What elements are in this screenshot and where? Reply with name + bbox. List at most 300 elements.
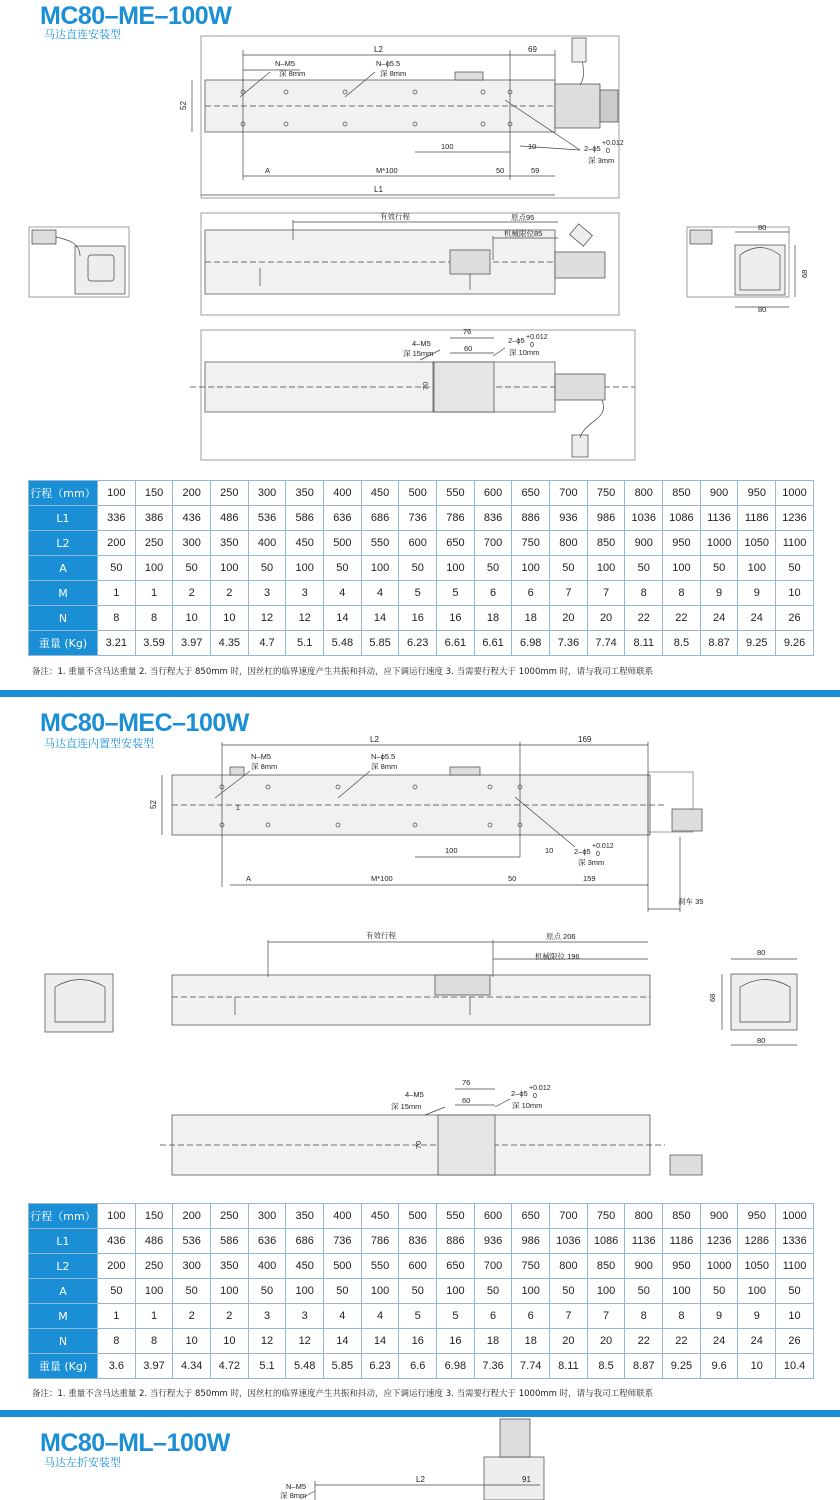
table-cell: 8 [135,1329,173,1354]
table-cell: 550 [361,531,399,556]
table-cell: 8.5 [663,631,701,656]
dim-origin: 原点 206 [546,932,576,941]
table-cell: 300 [248,1204,286,1229]
dim-deep3: 深 3mm [578,858,605,867]
table-cell: 6.23 [361,1354,399,1379]
dim-deep8b: 深 8mm [380,69,407,78]
dim-deep8a: 深 8mm [251,762,278,771]
table-cell: 20 [550,1329,588,1354]
table-cell: 636 [324,506,362,531]
table-cell: 100 [211,556,249,581]
table-cell: 4.72 [211,1354,249,1379]
dim-deep10: 深 10mm [512,1101,543,1110]
table-cell: 5.85 [324,1354,362,1379]
table-cell: 50 [98,556,136,581]
table-cell: 786 [437,506,475,531]
table-cell: 7.74 [512,1354,550,1379]
table-cell: 450 [361,481,399,506]
table-cell: 8 [98,606,136,631]
table-row [29,1204,814,1229]
table-cell: 16 [399,606,437,631]
dim-l2: L2 [374,45,383,54]
table-cell: 8.87 [625,1354,663,1379]
table-cell: 100 [663,556,701,581]
table-cell: 6.61 [474,631,512,656]
table-cell: 24 [738,606,776,631]
dim-50: 50 [496,166,505,175]
table-cell: 50 [399,1279,437,1304]
table-cell: 250 [135,1254,173,1279]
table-cell: 8 [663,1304,701,1329]
dim-100: 100 [445,846,458,855]
table-cell: 22 [625,1329,663,1354]
table-cell: 8.5 [587,1354,625,1379]
table-cell: 900 [700,481,738,506]
table-cell: 800 [625,1204,663,1229]
row-header: 重量 (Kg) [29,631,98,656]
dim-80b: 80 [757,1036,766,1045]
table-cell: 900 [700,1204,738,1229]
table-cell: 436 [98,1229,136,1254]
table-cell: 7.36 [550,631,588,656]
table-cell: 100 [587,1279,625,1304]
table-cell: 3 [286,1304,324,1329]
dim-deep15: 深 15mm [391,1102,422,1111]
section-subtitle: 马达直连内置型安装型 [44,737,154,750]
dim-70: 70 [421,381,430,390]
table-cell: 6.23 [399,631,437,656]
table-cell: 5.85 [361,631,399,656]
table-cell: 886 [437,1229,475,1254]
table-cell: 650 [512,481,550,506]
table-cell: 350 [286,1204,324,1229]
table-cell: 450 [286,1254,324,1279]
table-cell: 50 [550,556,588,581]
dim-91: 91 [522,1475,531,1484]
table-cell: 336 [98,506,136,531]
table-cell: 950 [738,1204,776,1229]
dim-nphi: N–ϕ5.5 [376,59,401,68]
table-cell: 900 [625,1254,663,1279]
table-cell: 10 [173,606,211,631]
table-cell: 20 [550,606,588,631]
table-cell: 800 [625,481,663,506]
table-cell: 736 [324,1229,362,1254]
row-header: M [29,1304,98,1329]
section-mec [0,697,840,1407]
table-cell: 586 [211,1229,249,1254]
table-cell: 50 [173,1279,211,1304]
table-cell: 3 [248,1304,286,1329]
table-cell: 736 [399,506,437,531]
dim-52: 52 [149,800,158,809]
table-cell: 18 [474,606,512,631]
table-cell: 9 [700,1304,738,1329]
table-cell: 550 [437,481,475,506]
table-cell: 8 [663,581,701,606]
table-cell: 8 [98,1329,136,1354]
section-divider [0,1410,840,1417]
table-cell: 6 [474,581,512,606]
table-cell: 1186 [738,506,776,531]
table-cell: 7.36 [474,1354,512,1379]
spec-table [28,480,814,656]
table-cell: 550 [437,1204,475,1229]
table-cell: 8 [135,606,173,631]
dim-80b: 80 [758,305,767,314]
section-title: MC80–MEC–100W [40,709,249,737]
table-row [29,556,814,581]
table-cell: 1100 [776,1254,814,1279]
table-cell: 100 [587,556,625,581]
table-cell: 14 [361,606,399,631]
dim-tol-bot2: 0 [533,1093,537,1100]
table-cell: 850 [587,531,625,556]
table-cell: 1236 [776,506,814,531]
table-cell: 5.1 [248,1354,286,1379]
table-cell: 10 [211,606,249,631]
table-cell: 5 [437,581,475,606]
table-cell: 12 [248,606,286,631]
table-cell: 700 [474,1254,512,1279]
table-cell: 10 [211,1329,249,1354]
dim-68: 68 [800,269,809,278]
table-cell: 950 [663,531,701,556]
table-cell: 10 [173,1329,211,1354]
table-cell: 1136 [625,1229,663,1254]
table-row [29,581,814,606]
table-cell: 936 [550,506,588,531]
row-header: L1 [29,1229,98,1254]
dim-70: 70 [414,1140,423,1149]
dim-deep15: 深 15mm [403,349,434,358]
section-divider [0,690,840,697]
table-cell: 100 [286,556,324,581]
table-cell: 8 [625,1304,663,1329]
me-drawing [0,0,840,465]
dim-nphi: N–ϕ5.5 [371,752,396,761]
table-cell: 600 [474,1204,512,1229]
table-cell: 3.6 [98,1354,136,1379]
table-cell: 50 [474,1279,512,1304]
table-cell: 20 [587,606,625,631]
table-row [29,481,814,506]
table-cell: 18 [512,1329,550,1354]
section-title: MC80–ML–100W [40,1429,230,1457]
section-title: MC80–ME–100W [40,2,232,30]
dim-hole2: 2–ϕ5 [511,1089,528,1098]
table-cell: 450 [361,1204,399,1229]
table-cell: 686 [286,1229,324,1254]
dim-deep8: 深 8mm [280,1491,307,1500]
dim-tol-bot: 0 [596,851,600,858]
table-cell: 1050 [738,1254,776,1279]
dim-hole: 2–ϕ5 [574,847,591,856]
dim-m100: M*100 [376,166,398,175]
table-cell: 536 [248,506,286,531]
row-header: 行程（mm） [29,481,98,506]
dim-origin: 原点95 [511,213,535,222]
table-cell: 50 [98,1279,136,1304]
table-cell: 12 [248,1329,286,1354]
table-cell: 3.97 [135,1354,173,1379]
dim-52: 52 [179,101,188,110]
table-cell: 14 [361,1329,399,1354]
table-cell: 50 [776,556,814,581]
dim-m5b: 4–M5 [405,1090,424,1099]
table-cell: 3.97 [173,631,211,656]
table-cell: 4 [361,581,399,606]
table-cell: 500 [399,1204,437,1229]
table-cell: 100 [738,556,776,581]
dim-159: 159 [583,874,596,883]
dim-tol-top: +0.012 [602,140,624,147]
table-cell: 1 [98,581,136,606]
dim-nm5: N–M5 [286,1482,307,1491]
table-cell: 14 [324,1329,362,1354]
table-cell: 3 [286,581,324,606]
table-cell: 14 [324,606,362,631]
table-cell: 436 [173,506,211,531]
table-cell: 1236 [700,1229,738,1254]
table-cell: 9.26 [776,631,814,656]
table-cell: 550 [361,1254,399,1279]
table-cell: 400 [248,1254,286,1279]
table-cell: 850 [663,1204,701,1229]
row-header: A [29,1279,98,1304]
dim-nm5: N–M5 [275,59,296,68]
table-cell: 4 [324,1304,362,1329]
table-row [29,1279,814,1304]
table-cell: 300 [248,481,286,506]
table-cell: 350 [211,531,249,556]
table-cell: 986 [512,1229,550,1254]
dim-1: 1 [236,805,240,812]
table-cell: 500 [324,1254,362,1279]
dim-stroke: 有效行程 [380,212,410,221]
table-cell: 100 [663,1279,701,1304]
dim-60: 60 [464,344,473,353]
dim-100: 100 [441,142,454,151]
table-cell: 100 [135,1279,173,1304]
table-cell: 16 [437,606,475,631]
section-ml [0,1417,840,1500]
table-cell: 950 [663,1254,701,1279]
table-cell: 1 [135,1304,173,1329]
table-cell: 50 [625,556,663,581]
table-cell: 850 [663,481,701,506]
table-cell: 850 [587,1254,625,1279]
table-cell: 10 [738,1354,776,1379]
table-cell: 1100 [776,531,814,556]
row-header: L1 [29,506,98,531]
table-cell: 16 [437,1329,475,1354]
table-cell: 1000 [700,531,738,556]
table-cell: 350 [211,1254,249,1279]
table-cell: 250 [211,481,249,506]
table-cell: 5 [437,1304,475,1329]
dim-deep10: 深 10mm [509,348,540,357]
table-cell: 836 [474,506,512,531]
table-cell: 9.6 [700,1354,738,1379]
table-cell: 18 [474,1329,512,1354]
table-cell: 10 [776,1304,814,1329]
dim-a: A [265,166,271,175]
table-cell: 24 [700,606,738,631]
dim-l2: L2 [416,1475,425,1484]
dim-69: 69 [528,45,537,54]
table-cell: 986 [587,506,625,531]
table-cell: 20 [587,1329,625,1354]
table-cell: 800 [550,531,588,556]
dim-stroke: 有效行程 [366,931,396,940]
mec-drawing [0,697,840,1197]
table-cell: 650 [437,1254,475,1279]
table-cell: 1286 [738,1229,776,1254]
table-cell: 12 [286,606,324,631]
table-cell: 1000 [776,481,814,506]
section-me [0,0,840,690]
table-row [29,1304,814,1329]
table-cell: 100 [512,556,550,581]
dim-m100: M*100 [371,874,393,883]
table-row [29,506,814,531]
table-cell: 16 [399,1329,437,1354]
table-cell: 1000 [700,1254,738,1279]
table-cell: 350 [286,481,324,506]
table-cell: 8.87 [700,631,738,656]
table-cell: 22 [663,606,701,631]
table-cell: 6 [474,1304,512,1329]
table-cell: 2 [211,1304,249,1329]
dim-a: A [246,874,252,883]
table-cell: 786 [361,1229,399,1254]
table-cell: 950 [738,481,776,506]
table-cell: 400 [248,531,286,556]
dim-80a: 80 [757,948,766,957]
table-cell: 9 [700,581,738,606]
table-cell: 22 [663,1329,701,1354]
table-cell: 5.1 [286,631,324,656]
table-cell: 250 [135,531,173,556]
table-cell: 9.25 [663,1354,701,1379]
table-cell: 486 [211,506,249,531]
table-cell: 6 [512,581,550,606]
table-row [29,1354,814,1379]
table-cell: 24 [700,1329,738,1354]
table-cell: 1 [98,1304,136,1329]
table-row [29,631,814,656]
table-cell: 450 [286,531,324,556]
table-cell: 5 [399,581,437,606]
table-cell: 9 [738,1304,776,1329]
table-cell: 5.48 [324,631,362,656]
table-row [29,1329,814,1354]
dim-deep3: 深 3mm [588,156,615,165]
dim-limit: 机械限位85 [504,229,543,238]
table-cell: 50 [625,1279,663,1304]
table-cell: 836 [399,1229,437,1254]
table-cell: 1 [135,581,173,606]
table-cell: 50 [324,1279,362,1304]
dim-59: 59 [531,166,540,175]
table-cell: 300 [173,531,211,556]
table-cell: 750 [512,1254,550,1279]
table-cell: 6.6 [399,1354,437,1379]
table-cell: 100 [437,1279,475,1304]
table-cell: 1036 [625,506,663,531]
table-cell: 600 [399,1254,437,1279]
dim-hole: 2–ϕ5 [584,144,601,153]
table-cell: 50 [173,556,211,581]
table-cell: 9 [738,581,776,606]
section-subtitle: 马达左折安装型 [44,1456,121,1469]
table-cell: 24 [738,1329,776,1354]
table-cell: 636 [248,1229,286,1254]
table-cell: 100 [211,1279,249,1304]
dim-deep8a: 深 8mm [279,69,306,78]
table-cell: 536 [173,1229,211,1254]
dim-tol-bot: 0 [606,148,610,155]
table-cell: 100 [286,1279,324,1304]
dim-76: 76 [462,1078,471,1087]
table-cell: 250 [211,1204,249,1229]
dim-68: 68 [708,993,717,1002]
row-header: 行程（mm） [29,1204,98,1229]
table-cell: 5.48 [286,1354,324,1379]
dim-80a: 80 [758,223,767,232]
table-cell: 1036 [550,1229,588,1254]
table-cell: 1136 [700,506,738,531]
table-cell: 8.11 [550,1354,588,1379]
table-cell: 1186 [663,1229,701,1254]
table-cell: 100 [738,1279,776,1304]
table-cell: 1336 [776,1229,814,1254]
table-cell: 4 [324,581,362,606]
table-cell: 50 [550,1279,588,1304]
table-cell: 26 [776,1329,814,1354]
table-cell: 50 [324,556,362,581]
table-cell: 10.4 [776,1354,814,1379]
table-cell: 26 [776,606,814,631]
table-cell: 200 [98,1254,136,1279]
table-note: 备注：1. 重量不含马达重量 2. 当行程大于 850mm 时，因丝杠的临界速度产生共振和抖动，应下调运行速度 3. 当需要行程大于 1000mm 时，请与我司工程师联系 [32,667,654,677]
table-cell: 586 [286,506,324,531]
row-header: N [29,1329,98,1354]
table-cell: 4 [361,1304,399,1329]
table-cell: 50 [399,556,437,581]
table-cell: 100 [361,556,399,581]
table-cell: 3 [248,581,286,606]
table-cell: 500 [399,481,437,506]
table-cell: 50 [474,556,512,581]
table-cell: 500 [324,531,362,556]
table-cell: 150 [135,481,173,506]
table-cell: 936 [474,1229,512,1254]
table-cell: 150 [135,1204,173,1229]
table-cell: 100 [135,556,173,581]
table-cell: 100 [512,1279,550,1304]
table-cell: 18 [512,606,550,631]
table-cell: 4.34 [173,1354,211,1379]
dim-tol-top2: +0.012 [526,334,548,341]
table-cell: 886 [512,506,550,531]
row-header: A [29,556,98,581]
table-cell: 12 [286,1329,324,1354]
dim-brake: 刹车 35 [678,897,704,906]
table-cell: 200 [98,531,136,556]
dim-tol-top2: +0.012 [529,1085,551,1092]
